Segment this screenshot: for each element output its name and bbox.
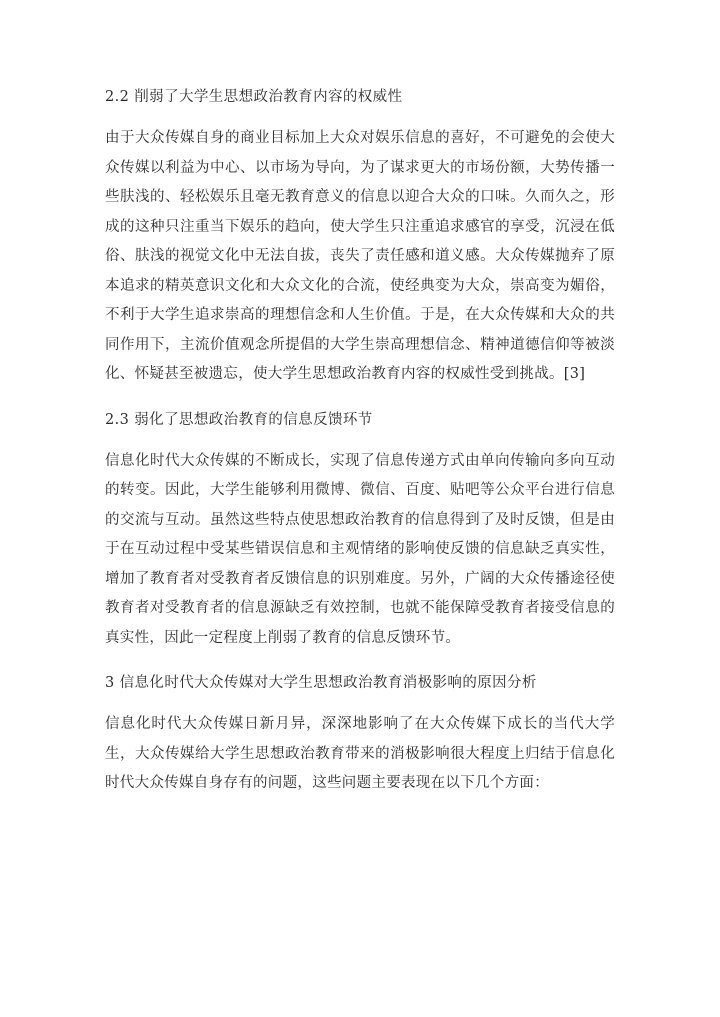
- section-paragraph-3: 信息化时代大众传媒日新月异，深深地影响了在大众传媒下成长的当代大学生，大众传媒给大学生思想政治教育带来的消极影响很大程度上归结于信息化时代大众传媒自身存有的问题，这些问题主要表现在以下几个方面：: [105, 716, 615, 791]
- section-paragraph-2-2: 由于大众传媒自身的商业目标加上大众对娱乐信息的喜好，不可避免的会使大众传媒以利益为中心、以市场为导向，为了谋求更大的市场份额，大势传播一些肤浅的、轻松娱乐且毫无教育意义的信息以迎合大众的口味。久而久之，形成的这种只注重当下娱乐的趋向，使大学生只注重追求感官的享受，沉浸在低俗、肤浅的视觉文化中无法自拔，丧失了责任感和道义感。大众传媒抛弃了原本追求的精英意识文化和大众文化的合流，使经典变为大众，崇高变为媚俗，不利于大学生追求崇高的理想信念和人生价值。于是，在大众传媒和大众的共同作用下，主流价值观念所提倡的大学生崇高理想信念、精神道德信仰等被淡化、怀疑甚至被遗忘，使大学生思想政治教育内容的权威性受到挑战。[3]: [105, 130, 615, 382]
- section-heading-2-3: 2.3 弱化了思想政治教育的信息反馈环节: [105, 411, 373, 428]
- document-body: [105, 82, 615, 814]
- section-paragraph-2-3: 信息化时代大众传媒的不断成长，实现了信息传递方式由单向传输向多向互动的转变。因此，大学生能够利用微博、微信、百度、贴吧等公众平台进行信息的交流与互动。虽然这些特点使思想政治教育的信息得到了及时反馈，但是由于在互动过程中受某些错误信息和主观情绪的影响使反馈的信息缺乏真实性，增加了教育者对受教育者反馈信息的识别难度。另外，广阔的大众传播途径使教育者对受教育者的信息源缺乏有效控制，也就不能保障受教育者接受信息的真实性，因此一定程度上削弱了教育的信息反馈环节。: [105, 452, 615, 646]
- section-heading-2-2: 2.2 削弱了大学生思想政治教育内容的权威性: [105, 89, 403, 105]
- section-heading-3: 3 信息化时代大众传媒对大学生思想政治教育消极影响的原因分析: [105, 675, 537, 691]
